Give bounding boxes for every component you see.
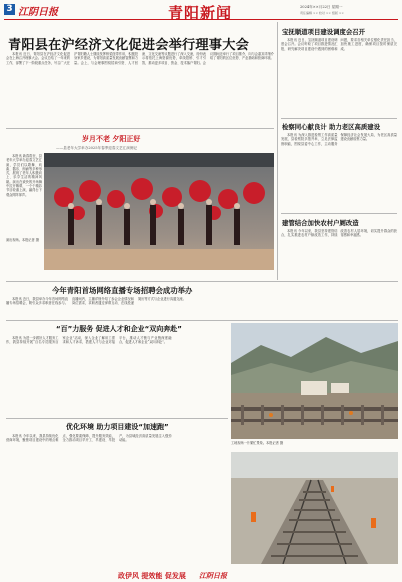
feature-title: 岁月不老 夕阳正好 [82,134,141,143]
right-top-headline: 宝抚顺道项目建设调度会召开 [282,28,366,36]
date-line: 2024年××月22日 星期一 [300,5,343,9]
right-mid-headline: 检察同心献良计 助力老区高质建设 [282,123,381,131]
feature-body: 本报讯 新春将至，县老年大学举办迎春文艺汇演，学员们以歌舞、戏曲、器乐、朗诵等多种形式，展现了老年人积极向上、乐享生活的精神风貌。演出在欢快的开场舞中拉开帷幕，一个个精彩节目轮番上演，赢得台下观众阵阵掌声。 [6,154,42,197]
band-article [6,297,398,319]
right-top-body: 本报讯 近日，宝抚顺道项目建设调度会召开。会议听取了项目推进情况汇报，研究解决项目建设中遇到的困难和问题，要求各相关单位强化责任担当，加快施工进度，确保项目按时保质完成。 [281,38,397,51]
construction-site-photo [231,323,398,439]
photo-caption-box [6,238,42,270]
section-title: 青阳新闻 [168,4,233,22]
right-mid-article [281,133,397,211]
right-mid-body: 本报讯 为深入推进检察工作高质量发展，县检察院多措并举，立足法律监督职能，围绕县委中心工作，主动服务保障经济社会发展大局，为老区高质量建设贡献检察力量。 [281,133,397,146]
stage-performance-photo [44,153,274,270]
lead-article-body [6,52,274,126]
env-article [6,434,228,552]
env-body: 本报讯 今年以来，我县持续优化营商环境，聚焦项目建设中的堵点难点，强化要素保障，提升服务效能，全力推动项目早开工、早建设、早投产，为县域经济高质量发展注入强劲动能。 [6,434,172,443]
feature-subtitle: ——县老年大学举办2025年春季迎春文艺汇演侧记 [56,146,138,150]
page-number-badge: 3 [4,4,15,15]
right-top-rule [281,118,397,119]
track-photo-art [231,452,398,564]
footer-logo: 江阴日报 [198,571,227,580]
right-low-article [281,229,397,277]
lead-bottom-rule [6,128,274,129]
construction-photo-art [231,323,398,439]
lead-body-text: 本报讯 近日，青阳县在沪经济文化促进会在上海召开理事大会。会议总结了一年来的工作，部署了下一阶段重点任务，号召广大在沪青阳籍人士继续发挥桥梁纽带作用，积极投身家乡建设，为青阳高质量发展贡献智慧和力量。会上，与会理事围绕招商引资、人才回流、文化交流等议题进行了深入交流，纷纷表示将依托上海资源优势，牵线搭桥、引才引智，推动更多项目、资金、技术落户青阳。会议期间还举行了项目推介，向与会嘉宾详细介绍了青阳的区位优势、产业基础和营商环境。 [6,52,274,65]
masthead-rule [4,19,398,20]
service-article [6,336,228,416]
service-bottom-rule [6,418,228,419]
band-headline: 今年青阳首场网络直播专场招聘会成功举办 [52,286,193,295]
newspaper-logo: 江阴日报 [18,7,58,18]
right-low-body: 本报讯 今年以来，我县坚持建管结合，扎实推进农村户厕改造工作，持续改善农村人居环境，切实提升群众的获得感和幸福感。 [281,229,397,238]
right-low-headline: 建管结合加快农村户厕改造 [282,219,359,227]
lead-headline: 青阳县在沪经济文化促进会举行理事大会 [8,38,249,53]
feature-side-text [6,154,42,234]
band-top-rule [6,281,398,282]
right-top-article [281,38,397,116]
photo-caption-box-2 [231,441,398,450]
stage-photo-art [44,153,274,270]
service-headline: “百”力服务 促进人才和企业“双向奔赴” [56,325,182,333]
editor-line: 责任编辑 ×× 校对 ×× 组版 ×× [300,11,344,15]
footer-banner [118,563,398,580]
band-bottom-rule [6,320,398,321]
env-headline: 优化环境 助力项目建设“加速跑” [66,423,169,431]
feature-caption: 演出现场。本报记者 摄 [6,238,39,242]
footer-slogan: 政伊风 提效能 促发展 [118,572,186,580]
service-body: 本报讯 为进一步做好人才服务工作，我县持续开展“百名专员服务百家企业”活动，深入企业了解用工需求和人才诉求，搭建人才与企业对接平台，推动人才链与产业链深度融合，促进人才和企业“双向奔赴”。 [6,336,172,345]
track-laying-photo [231,452,398,564]
construction-caption: 工地现场一片繁忙景象。本报记者 摄 [231,441,284,445]
right-mid-rule [281,213,397,214]
band-body: 本报讯 近日，我县举办今年首场网络直播专场招聘会，吸引众多求职者在线参与。直播间内，主播详细介绍了参会企业情况和岗位需求，求职者通过弹幕互动、在线投递简历等方式与企业进行沟通交流。 [6,297,186,306]
right-column-divider [277,22,278,280]
